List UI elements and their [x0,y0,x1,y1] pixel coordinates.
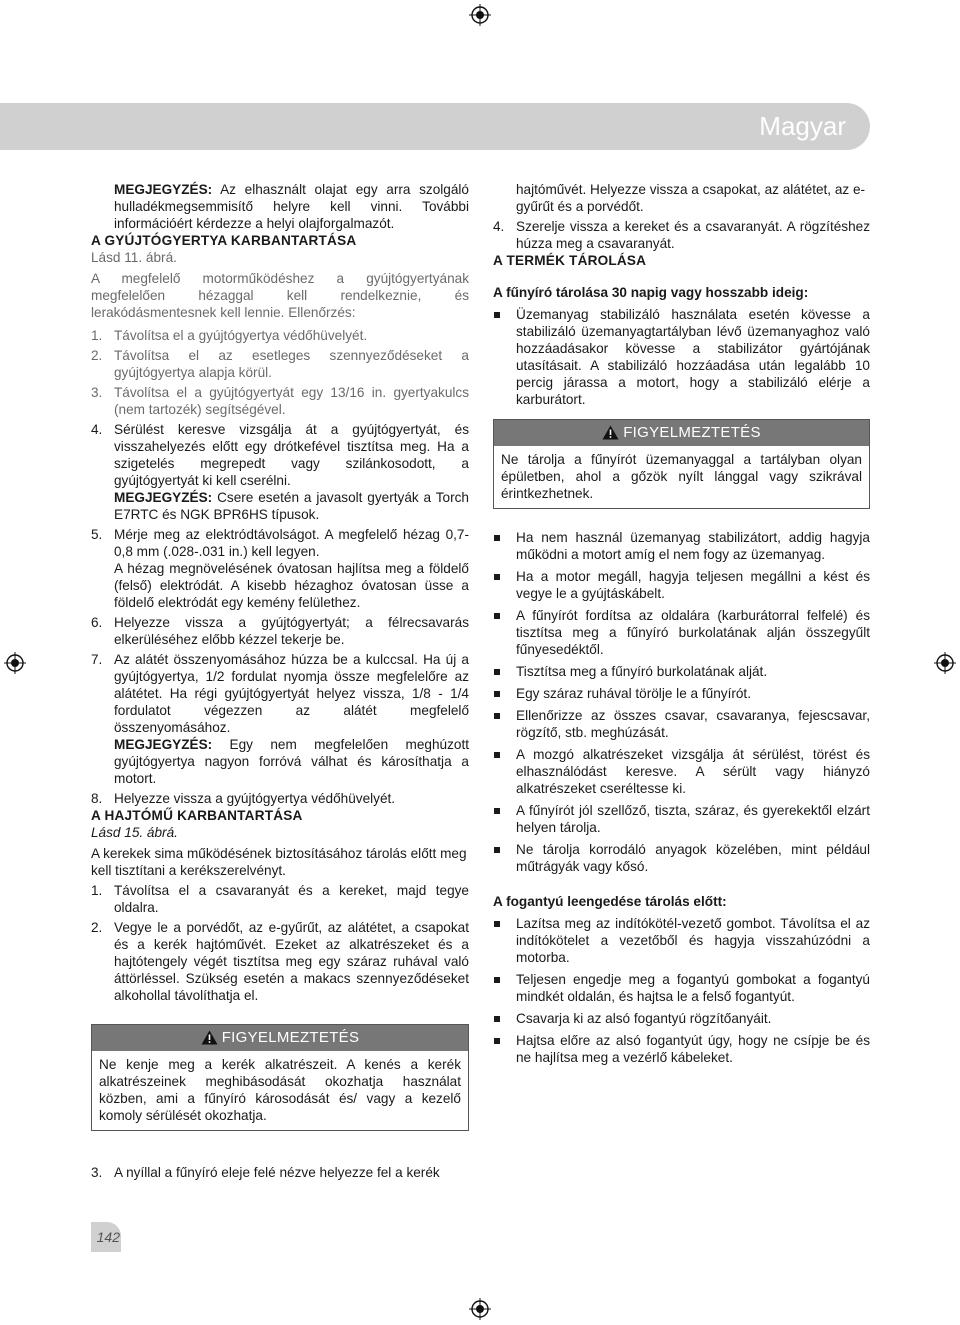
bullet-icon [493,306,516,408]
registration-mark-icon [934,652,956,674]
list-item: Üzemanyag stabilizáló használata esetén kövesse a stabilizáló üzemanyagtartályban lévő üzemanyaghoz való hozzáadásakor kövesse a stabilizátor gyártójának utasításait. A stabilizáló hozzáadása után legalább 10 percig járassa a motort, hogy a stabilizáló elérje a karburátort. [493,306,870,408]
paragraph: A kerekek sima működésének biztosításához tárolás előtt meg kell tisztítani a kerékszerelvényt. [91,846,467,878]
warning-text: Ne kenje meg a kerék alkatrészeit. A kenés a kerék alkatrészeinek meghibásodását okozhatja használat közben, ami a fűnyíró károsodását és/ vagy a kezelő komoly sérülését okozhatja. [99,1057,461,1123]
bullet-icon [493,707,516,741]
subheading: A fogantyú leengedése tárolás előtt: [493,894,727,909]
section-heading-drive: A HAJTÓMŰ KARBANTARTÁSA [91,808,303,823]
list-item: 2. Távolítsa el az esetleges szennyeződéseket a gyújtógyertya alapja körül. [91,348,469,380]
note-tightening: MEGJEGYZÉS: Egy nem megfelelően meghúzott gyújtógyertya nagyon forróvá válhat és károsíthatja a motort. [114,737,469,786]
language-tab [0,103,870,150]
figure-ref: Lásd 15. ábrá. [91,825,178,840]
registration-mark-icon [469,4,491,26]
language-label: Magyar [759,111,846,141]
left-column [91,181,469,1181]
list-item: A fűnyírót fordítsa az oldalára (karburátorral felfelé) és tisztítsa meg a fűnyíró burkolatának alján összegyűlt fűnyesedéktől. [493,607,870,658]
bullet-icon [493,607,516,658]
warning-title: FIGYELMEZTETÉS [623,424,761,441]
list-item: 2. Vegye le a porvédőt, az e-gyűrűt, az alátétet, a csapokat és a kerék hajtóművét. Ezeket az alkatrészeket és a hajtótengely végét tisztítsa meg egy száraz ruhával való áttörléssel. Szükség esetén a makacs szennyeződéseket alkohollal távolíthatja el. [91,920,469,1003]
bullet-icon [493,971,516,1005]
section-heading-spark-plug: A GYÚJTÓGYERTYA KARBANTARTÁSA [91,233,357,248]
list-item: 7. Az alátét összenyomásához húzza be a kulccsal. Ha új a gyújtógyertya, 1/2 fordulat nyomja össze megfelelőre az alátétet. Ha régi gyújtógyertyát helyez vissza, 1/8 - 1/4 fordulatot végezzen az alátét megfelelő összenyomásához. [91,652,469,735]
list-item: 5. Mérje meg az elektródtávolságot. A megfelelő hézag 0,7-0,8 mm (.028-.031 in.) kell legyen. [91,527,469,559]
bullet-icon [493,1032,516,1066]
list-item: Teljesen engedje meg a fogantyú gombokat a fogantyú mindkét oldalán, és hajtsa le a felső fogantyút. [493,971,870,1005]
paragraph: A hézag megnövelésének óvatosan hajlítsa meg a földelő (felső) elektródát. A kisebb hézaghoz óvatosan üsse a földelő elektródát egy kemény felülethez. [114,561,469,610]
warning-box [493,419,870,509]
list-item: A mozgó alkatrészeket vizsgálja át sérülést, törést és elhasználódást keresve. A sérült vagy hiányzó alkatrészeket cseréltesse ki. [493,746,870,797]
bullet-icon [493,663,516,680]
list-item: 4. Sérülést keresve vizsgálja át a gyújtógyertyát, és visszahelyezés előtt egy drótkefével tisztítsa meg. Ha a szigetelés megrepedt vagy szilánkosodott, a gyújtógyertyát ki kell cserélni. [91,422,469,488]
note-replacement: MEGJEGYZÉS: Csere esetén a javasolt gyertyák a Torch E7RTC és NGK BPR6HS típusok. [114,490,469,522]
paragraph: A megfelelő motorműködéshez a gyújtógyertyának megfelelően hézaggal kell rendelkeznie, és lerakódásmentesnek kell lennie. Ellenőrzés: [91,271,469,320]
right-column [493,181,870,1066]
bullet-icon [493,841,516,875]
warning-triangle-icon [201,1030,218,1045]
list-item: 3. A nyíllal a fűnyíró eleje felé nézve helyezze fel a kerék [91,1165,440,1180]
list-item: 1. Távolítsa el a csavaranyát és a kereket, majd tegye oldalra. [91,883,469,915]
bullet-icon [493,802,516,836]
warning-header [494,420,869,446]
list-item: 6. Helyezze vissza a gyújtógyertyát; a félrecsavarás elkerüléséhez előbb kézzel tekerje be. [91,615,469,647]
list-item: Tisztítsa meg a fűnyíró burkolatának alját. [493,663,870,680]
warning-box [91,1024,469,1131]
subheading: A fűnyíró tárolása 30 napig vagy hosszabb ideig: [493,285,809,300]
list-item: 8. Helyezze vissza a gyújtógyertya védőhüvelyét. [91,791,396,806]
list-item: 1. Távolítsa el a gyújtógyertya védőhüvelyét. [91,328,368,343]
registration-mark-icon [4,652,26,674]
list-item: Lazítsa meg az indítókötél-vezető gombot. Távolítsa el az indítókötelet a vezetőből és hagyja visszahúzódni a motorba. [493,915,870,966]
paragraph: hajtóművét. Helyezze vissza a csapokat, az alátétet, az e-gyűrűt és a porvédőt. [516,182,866,214]
list-item: Ha nem használ üzemanyag stabilizátort, addig hagyja működni a motort amíg el nem fogy az üzemanyag. [493,529,870,563]
bullet-icon [493,915,516,966]
bullet-icon [493,685,516,702]
list-item: Ellenőrizze az összes csavar, csavaranya, fejescsavar, rögzítő, stb. meghúzását. [493,707,870,741]
list-item: 3. Távolítsa el a gyújtógyertyát egy 13/16 in. gyertyakulcs (nem tartozék) segítségével. [91,385,469,417]
note-oil: MEGJEGYZÉS: Az elhasznált olajat egy arra szolgáló hulladékmegsemmisítő helyre kell vinni. További információért kérdezze a helyi olajforgalmazót. [114,182,469,231]
bullet-icon [493,568,516,602]
bullet-icon [493,746,516,797]
bullet-icon [493,529,516,563]
warning-triangle-icon [602,425,619,440]
page-number: 142 [96,1229,120,1245]
figure-ref: Lásd 11. ábrá. [91,250,177,265]
list-item: A fűnyírót jól szellőző, tiszta, száraz, és gyerekektől elzárt helyen tárolja. [493,802,870,836]
section-heading-storage: A TERMÉK TÁROLÁSA [493,253,647,268]
list-item: Egy száraz ruhával törölje le a fűnyírót. [493,685,870,702]
bullet-icon [493,1010,516,1027]
list-item: 4. Szerelje vissza a kereket és a csavaranyát. A rögzítéshez húzza meg a csavaranyát. [493,219,870,251]
warning-title: FIGYELMEZTETÉS [221,1029,360,1046]
page-number-tab [91,1222,121,1252]
list-item: Ne tárolja korrodáló anyagok közelében, mint például műtrágyák vagy kősó. [493,841,870,875]
registration-mark-icon [469,1298,491,1320]
list-item: Hajtsa előre az alsó fogantyút úgy, hogy ne csípje be és ne hajlítsa meg a vezérlő kábeleket. [493,1032,870,1066]
warning-header [92,1025,468,1051]
warning-text: Ne tárolja a fűnyírót üzemanyaggal a tartályban olyan épületben, ahol a gőzök nyílt lánggal vagy szikrával érintkezhetnek. [501,452,862,501]
list-item: Ha a motor megáll, hagyja teljesen megállni a kést és vegye le a gyújtáskábelt. [493,568,870,602]
list-item: Csavarja ki az alsó fogantyú rögzítőanyáit. [493,1010,870,1027]
